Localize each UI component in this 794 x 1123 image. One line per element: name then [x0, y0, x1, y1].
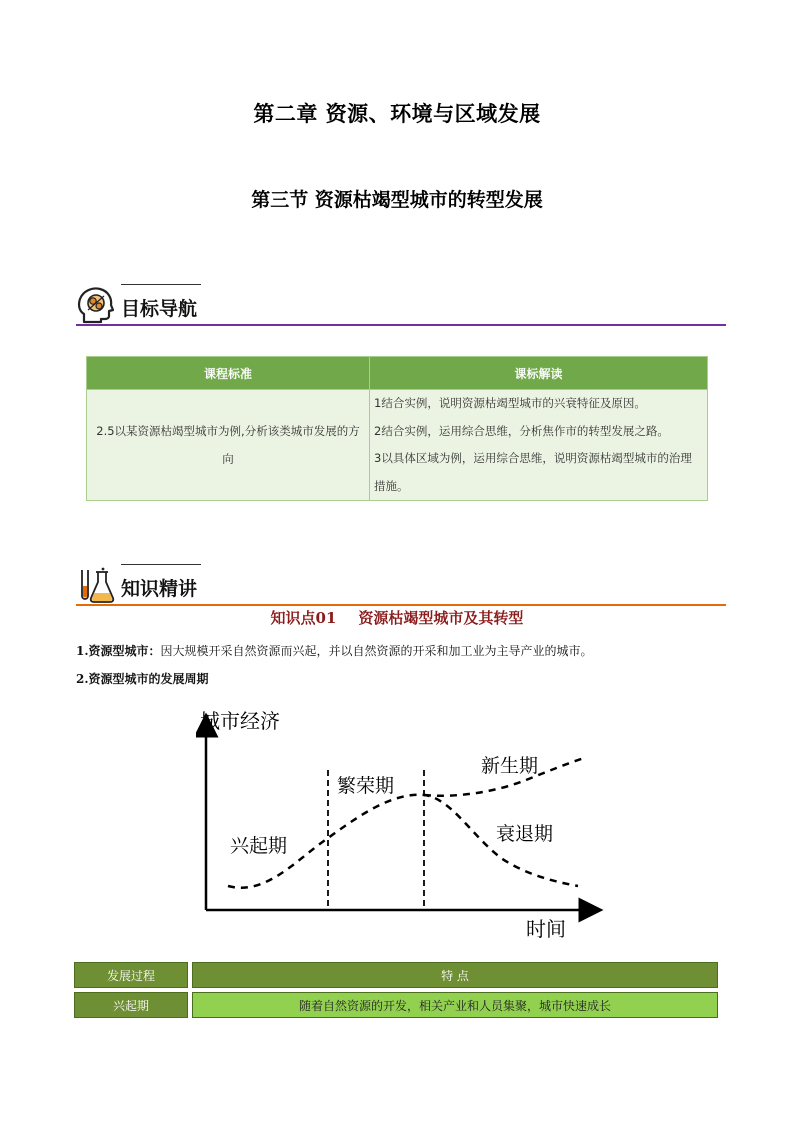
interpretation-item: 3以具体区域为例，运用综合思维，说明资源枯竭型城市的治理措施。: [374, 451, 692, 493]
interpretation-item: 2结合实例，运用综合思维，分析焦作市的转型发展之路。: [374, 423, 669, 438]
dev-feature-cell: 随着自然资源的开发，相关产业和人员集聚，城市快速成长: [192, 992, 718, 1018]
standards-table: [86, 356, 708, 501]
goal-section-title: 目标导航: [121, 298, 198, 320]
head-gears-icon: [76, 286, 116, 324]
dev-stage-cell: 兴起期: [74, 992, 188, 1018]
paragraph-1: [76, 642, 593, 659]
stage-label-rise: 兴起期: [230, 836, 288, 857]
paragraph-2: [76, 670, 209, 687]
dev-header-feature: 特 点: [192, 962, 718, 988]
standard-text: 2.5以某资源枯竭型城市为例,分析该类城市发展的方向: [87, 390, 370, 501]
development-table: [70, 958, 722, 1022]
knowledge-section-header: [76, 564, 726, 606]
table-row: [74, 992, 718, 1018]
paragraph-2-label: 2.资源型城市的发展周期: [76, 672, 209, 686]
dev-header-stage: 发展过程: [74, 962, 188, 988]
standards-header-interpretation: 课标解读: [370, 357, 708, 390]
y-axis-label: 城市经济: [200, 711, 280, 733]
goal-section-header: [76, 284, 726, 326]
knowledge-point-title: [0, 607, 794, 628]
paragraph-1-text: 因大规模开采自然资源而兴起，并以自然资源的开采和加工业为主导产业的城市。: [160, 644, 593, 658]
paragraph-1-label: 1.资源型城市：: [76, 644, 161, 658]
stage-label-decline: 衰退期: [496, 824, 554, 845]
x-axis-label: 时间: [526, 919, 566, 941]
table-row: [74, 962, 718, 988]
interpretation-item: 1结合实例，说明资源枯竭型城市的兴衰特征及原因。: [374, 396, 646, 410]
knowledge-point-name: 资源枯竭型城市及其转型: [358, 609, 524, 627]
development-cycle-diagram: [196, 700, 606, 945]
interpretation-cell: [370, 390, 708, 501]
lab-flask-icon: [76, 566, 116, 604]
section-title: 第三节 资源枯竭型城市的转型发展: [251, 189, 543, 211]
stage-label-prosperity: 繁荣期: [337, 776, 395, 797]
chapter-title: 第二章 资源、环境与区域发展: [253, 101, 541, 126]
standards-header-course: 课程标准: [87, 357, 370, 390]
knowledge-point-number: 知识点01: [270, 609, 337, 627]
knowledge-section-title: 知识精讲: [121, 578, 198, 600]
stage-label-renewal: 新生期: [481, 756, 539, 777]
